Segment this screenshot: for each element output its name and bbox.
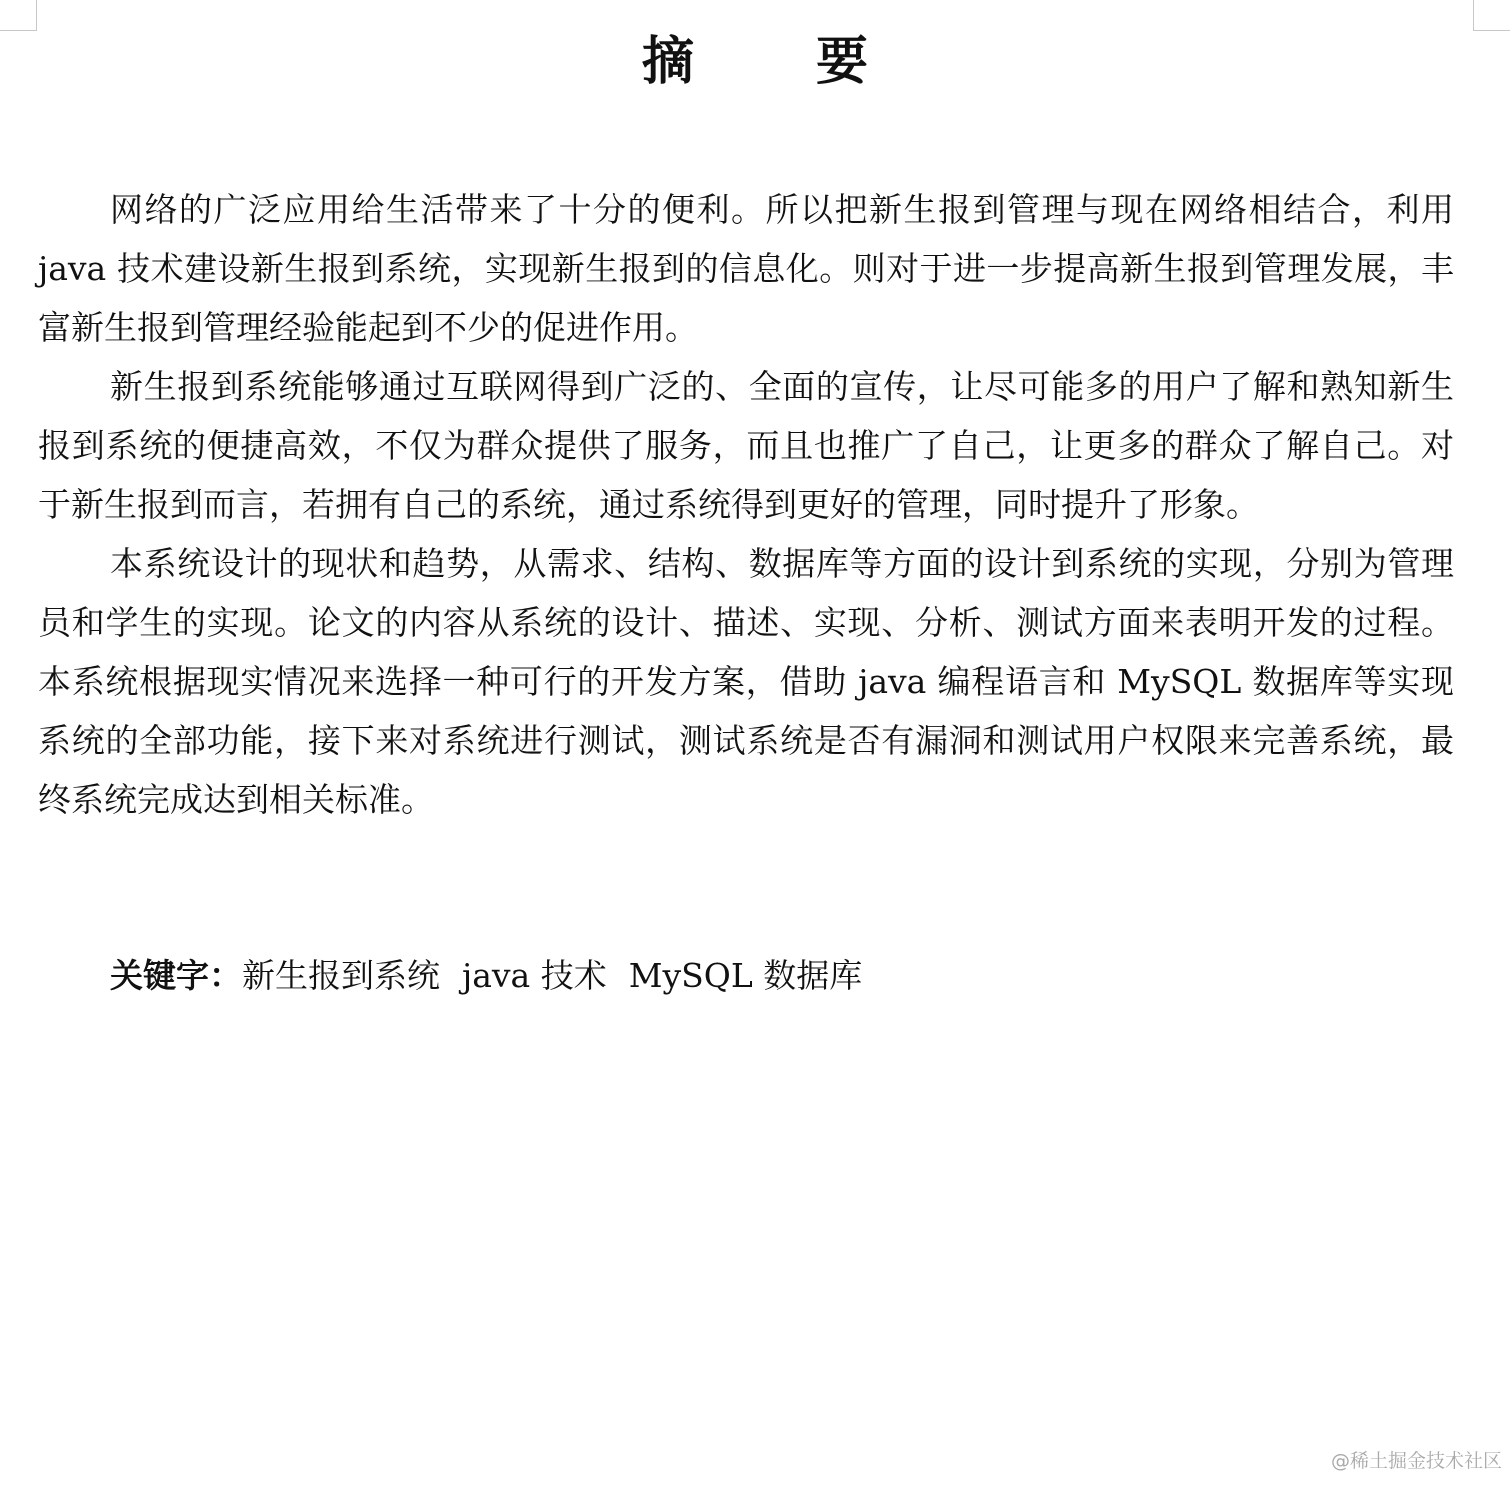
page-title: 摘 要 [641, 31, 921, 92]
watermark: @稀土掘金技术社区 [1330, 1450, 1502, 1472]
keywords-line [110, 946, 884, 1005]
keyword-item: MySQL 数据库 [628, 956, 863, 995]
keyword-item: java 技术 [462, 956, 607, 995]
abstract-body [38, 180, 1454, 829]
abstract-paragraph-2: 新生报到系统能够通过互联网得到广泛的、全面的宣传，让尽可能多的用户了解和熟知新生报到系统的便捷高效，不仅为群众提供了服务，而且也推广了自己，让更多的群众了解自己。对于新生报到而言，若拥有自己的系统，通过系统得到更好的管理，同时提升了形象。 [38, 367, 1454, 524]
abstract-paragraph-3: 本系统设计的现状和趋势，从需求、结构、数据库等方面的设计到系统的实现，分别为管理员和学生的实现。论文的内容从系统的设计、描述、实现、分析、测试方面来表明开发的过程。本系统根据现实情况来选择一种可行的开发方案，借助 java 编程语言和 MySQL 数据库等实现系统的全部功能，接下来对系统进行测试，测试系统是否有漏洞和测试用户权限来完善系统，最终系统完成达到相关标准。 [38, 544, 1454, 819]
keyword-item: 新生报到系统 [242, 956, 440, 995]
abstract-paragraph-1: 网络的广泛应用给生活带来了十分的便利。所以把新生报到管理与现在网络相结合，利用 java 技术建设新生报到系统，实现新生报到的信息化。则对于进一步提高新生报到管理发展，丰富新生报到管理经验能起到不少的促进作用。 [38, 190, 1454, 347]
keywords-label: 关键字： [110, 956, 242, 995]
